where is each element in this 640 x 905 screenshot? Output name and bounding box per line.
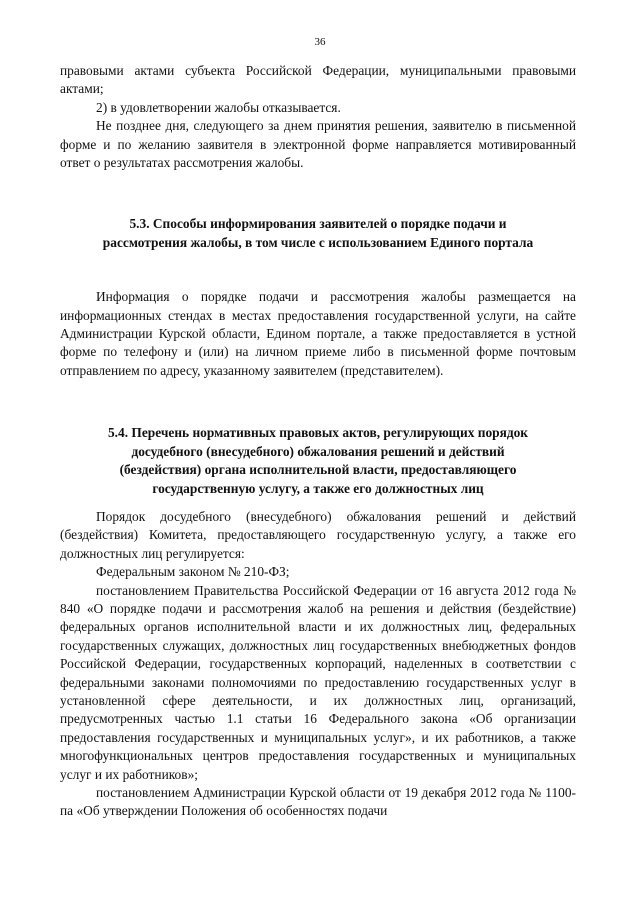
heading-line: досудебного (внесудебного) обжалования решений и действий — [131, 443, 505, 459]
heading-line: (бездействия) органа исполнительной власти, предоставляющего — [119, 462, 517, 478]
heading-line: 5.4. Перечень нормативных правовых актов, регулирующих порядок — [107, 425, 529, 441]
section-heading-5-3 — [60, 215, 576, 252]
heading-line: рассмотрения жалобы, в том числе с использованием Единого портала — [102, 234, 534, 250]
paragraph: Не позднее дня, следующего за днем принятия решения, заявителю в письменной форме и по желанию заявителя в электронной форме направляется мотивированный ответ о результатах рассмотрения жалобы. — [60, 118, 576, 171]
paragraph: Федеральным законом № 210-ФЗ; — [96, 564, 290, 580]
heading-line: государственную услугу, а также его должностных лиц — [152, 480, 484, 496]
spacer — [60, 172, 576, 215]
paragraph: 2) в удовлетворении жалобы отказывается. — [96, 99, 341, 115]
paragraph: постановлением Правительства Российской Федерации от 16 августа 2012 года № 840 «О порядке подачи и рассмотрения жалоб на решения и действия (бездействие) федеральных органов исполнительной власти и их должностных лиц, федеральных государственных служащих, должностных лиц государственных внебюджетных фондов Российской Федерации, государственных корпораций, наделенных в соответствии с федеральными законами полномочиями по предоставлению государственных услуг в установленной сфере деятельности, и их должностных лиц, организаций, предусмотренных частью 1.1 статьи 16 Федерального закона «Об организации предоставления государственных и муниципальных услуг», и их работников, а также многофункциональных центров предоставления государственных и муниципальных услуг и их работников»; — [60, 582, 576, 782]
document-body — [60, 62, 576, 821]
spacer — [60, 498, 576, 508]
spacer — [60, 380, 576, 424]
paragraph: постановлением Администрации Курской области от 19 декабря 2012 года № 1100-па «Об утверждении Положения об особенностях подачи — [60, 785, 576, 819]
spacer — [60, 252, 576, 288]
heading-line: 5.3. Способы информирования заявителей о порядке подачи и — [129, 216, 507, 232]
page-number: 36 — [314, 36, 326, 48]
paragraph: Информация о порядке подачи и рассмотрения жалобы размещается на информационных стендах в местах предоставления государственной услуги, на сайте Администрации Курской области, Едином портале, а также предоставляется в устной форме по телефону и (или) на личном приеме либо в письменной форме почтовым отправлением по адресу, указанному заявителем (представителем). — [60, 289, 576, 378]
paragraph: Порядок досудебного (внесудебного) обжалования решений и действий (бездействия) Комитета, предоставляющего государственную услугу, а также его должностных лиц регулируется: — [60, 508, 576, 561]
section-heading-5-4 — [60, 424, 576, 498]
paragraph: правовыми актами субъекта Российской Федерации, муниципальными правовыми актами; — [60, 63, 576, 97]
